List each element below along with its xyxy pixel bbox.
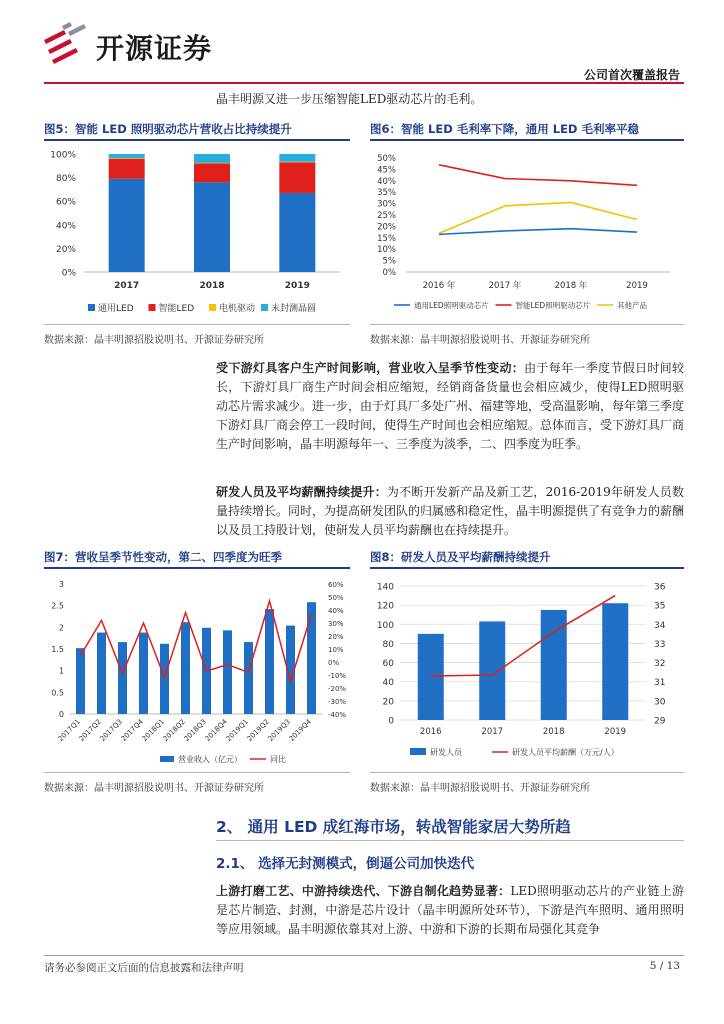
paragraph-rd bbox=[216, 483, 684, 540]
y-right-tick-label: 34 bbox=[654, 620, 666, 631]
fig7-chart bbox=[44, 572, 350, 768]
bar-segment bbox=[194, 163, 230, 164]
y-tick-label: 35% bbox=[377, 188, 396, 199]
legend-label: 通用LED照明驱动芯片 bbox=[414, 301, 489, 310]
y-tick-label: 20% bbox=[55, 244, 76, 255]
paragraph-industry-chain-lead: 上游打磨工艺、中游持续迭代、下游自制化趋势显著： bbox=[216, 884, 511, 898]
revenue-bar bbox=[223, 630, 232, 714]
yoy-line bbox=[81, 601, 312, 682]
header-rule bbox=[44, 82, 684, 84]
y-tick-label: 40% bbox=[55, 221, 76, 232]
bar-segment bbox=[279, 154, 315, 162]
y-tick-label: 15% bbox=[377, 233, 396, 244]
y-left-tick-label: 60 bbox=[382, 659, 394, 670]
legend-label: 未封测晶圆 bbox=[271, 304, 317, 314]
y-right-tick-label: 33 bbox=[654, 639, 666, 650]
paragraph-rd-text: 为不断开发新产品及新工艺，2016-2019年研发人员数量持续增长。同时，为提高研发团队的归属感和稳定性，晶丰明源提供了有竞争力的薪酬以及员工持股计划，使研发人员平均薪酬也在持续提升。 bbox=[216, 485, 685, 537]
fig6-title-rule bbox=[370, 139, 684, 141]
y-tick-label: 50% bbox=[377, 154, 396, 164]
bar-segment bbox=[194, 163, 230, 182]
section-2-rule bbox=[216, 840, 684, 841]
x-tick-label: 2016 bbox=[419, 727, 442, 737]
x-tick-label: 2019 bbox=[604, 727, 627, 737]
revenue-bar bbox=[118, 642, 127, 714]
y-left-tick-label: 40 bbox=[382, 678, 394, 689]
bar-segment bbox=[109, 179, 145, 272]
y-left-tick-label: 120 bbox=[376, 601, 394, 612]
y-left-tick-label: 140 bbox=[376, 582, 394, 593]
y-tick-label: 0% bbox=[382, 268, 396, 278]
y-tick-label: 30% bbox=[377, 199, 396, 210]
y-left-tick-label: 2.5 bbox=[51, 601, 64, 611]
bar-segment bbox=[279, 193, 315, 272]
y-tick-label: 5% bbox=[382, 256, 396, 267]
x-tick-label: 2019Q4 bbox=[287, 717, 313, 744]
x-tick-label: 2019 bbox=[626, 281, 648, 291]
paragraph-industry-chain bbox=[216, 882, 684, 939]
x-tick-label: 2017 bbox=[481, 727, 504, 737]
legend-swatch bbox=[410, 748, 426, 755]
legend-swatch bbox=[88, 304, 95, 311]
fig7-bottom-rule bbox=[44, 772, 350, 773]
legend-swatch bbox=[209, 304, 216, 311]
rd-staff-bar bbox=[479, 621, 505, 720]
paragraph-seasonality bbox=[216, 359, 684, 454]
legend-label: 通用LED bbox=[98, 304, 134, 314]
bar-segment bbox=[109, 158, 145, 159]
fig6-chart bbox=[370, 142, 684, 322]
x-tick-label: 2017 bbox=[114, 281, 140, 291]
revenue-bar bbox=[265, 609, 274, 714]
intro-line: 晶丰明源又进一步压缩智能LED驱动芯片的毛利。 bbox=[216, 92, 483, 106]
legend-label: 智能LED bbox=[158, 304, 195, 314]
x-tick-label: 2017 年 bbox=[488, 281, 522, 291]
x-tick-label: 2018 bbox=[199, 281, 225, 291]
y-right-tick-label: 10% bbox=[328, 646, 344, 654]
y-left-tick-label: 3 bbox=[58, 580, 64, 589]
brand-name: 开源证券 bbox=[96, 32, 213, 65]
y-right-tick-label: -20% bbox=[328, 685, 347, 693]
x-tick-label: 2019 bbox=[284, 281, 310, 291]
page-number: 5 / 13 bbox=[649, 960, 680, 972]
y-tick-label: 100% bbox=[50, 150, 76, 161]
y-tick-label: 20% bbox=[377, 222, 396, 233]
legend-swatch bbox=[261, 304, 268, 311]
y-right-tick-label: 40% bbox=[328, 607, 344, 615]
x-tick-label: 2018Q3 bbox=[182, 717, 208, 744]
paragraph-seasonality-lead: 受下游灯具客户生产时间影响，营业收入呈季节性变动： bbox=[216, 361, 525, 375]
fig6-title: 图6：智能 LED 毛利率下降，通用 LED 毛利率平稳 bbox=[370, 122, 639, 136]
series-line bbox=[439, 229, 637, 235]
x-tick-label: 2018 bbox=[542, 727, 565, 737]
series-line bbox=[439, 202, 637, 233]
y-left-tick-label: 100 bbox=[376, 620, 394, 631]
legend-label: 研发人员 bbox=[430, 748, 462, 757]
x-tick-label: 2019Q1 bbox=[224, 717, 250, 744]
y-left-tick-label: 20 bbox=[382, 697, 394, 708]
y-right-tick-label: 30% bbox=[328, 620, 344, 628]
fig8-title: 图8：研发人员及平均薪酬持续提升 bbox=[370, 550, 551, 564]
legend-swatch bbox=[149, 304, 156, 311]
rd-staff-bar bbox=[602, 603, 628, 720]
y-left-tick-label: 1.5 bbox=[51, 645, 64, 654]
fig7-title-rule bbox=[44, 567, 350, 569]
bar-segment bbox=[109, 154, 145, 158]
fig8-chart bbox=[370, 572, 684, 768]
paragraph-industry-chain-text: LED照明驱动芯片的产业链上游是芯片制造、封测，中游是芯片设计（晶丰明源所处环节），下游是汽车照明、通用照明等应用领域。晶丰明源依靠其对上游、中游和下游的长期布局强化其竞争 bbox=[216, 884, 684, 936]
legend-label: 电机驱动 bbox=[219, 304, 256, 314]
x-tick-label: 2017Q1 bbox=[56, 717, 82, 744]
bar-segment bbox=[194, 154, 230, 163]
x-tick-label: 2017Q3 bbox=[98, 717, 124, 744]
paragraph-seasonality-text: 由于每年一季度节假日时间较长，下游灯具厂商生产时间会相应缩短，经销商备货量也会相应减少，使得LED照明驱动芯片需求减少。进一步，由于灯具厂多处广州、福建等地，受高温影响，每年第三季度下游灯具厂商会停工一段时间，使得生产时间也会相应缩短。总体而言，受下游灯具厂商生产时间影响，晶丰明源每年一、三季度为淡季，二、四季度为旺季。 bbox=[216, 361, 685, 451]
fig5-title-rule bbox=[44, 139, 350, 141]
x-tick-label: 2018Q4 bbox=[203, 717, 229, 744]
y-tick-label: 40% bbox=[377, 176, 396, 187]
fig8-source: 数据来源：晶丰明源招股说明书、开源证券研究所 bbox=[370, 783, 590, 794]
y-right-tick-label: 36 bbox=[654, 582, 666, 593]
y-right-tick-label: -30% bbox=[328, 698, 347, 706]
paragraph-rd-lead: 研发人员及平均薪酬持续提升： bbox=[216, 485, 387, 499]
bar-segment bbox=[109, 159, 145, 179]
x-tick-label: 2018 年 bbox=[554, 281, 588, 291]
y-left-tick-label: 0 bbox=[58, 710, 64, 719]
y-tick-label: 0% bbox=[61, 268, 76, 279]
revenue-bar bbox=[76, 648, 85, 714]
y-right-tick-label: -40% bbox=[328, 711, 347, 719]
y-tick-label: 45% bbox=[377, 165, 396, 176]
y-right-tick-label: 32 bbox=[654, 659, 666, 670]
y-left-tick-label: 2 bbox=[58, 623, 64, 633]
fig7-source: 数据来源：晶丰明源招股说明书、开源证券研究所 bbox=[44, 783, 264, 794]
y-tick-label: 25% bbox=[377, 211, 396, 221]
y-left-tick-label: 80 bbox=[382, 639, 394, 650]
y-right-tick-label: 0% bbox=[328, 659, 340, 667]
x-tick-label: 2017Q4 bbox=[119, 717, 145, 744]
bar-segment bbox=[194, 182, 230, 272]
bar-segment bbox=[279, 162, 315, 163]
fig8-title-rule bbox=[370, 567, 684, 569]
revenue-bar bbox=[139, 633, 148, 714]
x-tick-label: 2019Q2 bbox=[245, 717, 271, 744]
y-tick-label: 60% bbox=[55, 197, 76, 208]
x-tick-label: 2018Q1 bbox=[140, 717, 166, 744]
legend-label: 研发人员平均薪酬（万元/人） bbox=[512, 748, 619, 757]
x-tick-label: 2018Q2 bbox=[161, 717, 187, 744]
y-right-tick-label: 50% bbox=[328, 594, 344, 602]
footer-rule bbox=[44, 955, 684, 956]
section-2-1-title: 2.1、 选择无封测模式，倒逼公司加快迭代 bbox=[216, 856, 475, 872]
x-tick-label: 2017Q2 bbox=[77, 717, 103, 744]
footer-disclaimer: 请务必参阅正文后面的信息披露和法律声明 bbox=[44, 962, 244, 974]
y-right-tick-label: 30 bbox=[654, 697, 666, 708]
rd-staff-bar bbox=[418, 634, 444, 720]
y-right-tick-label: 35 bbox=[654, 601, 666, 612]
y-left-tick-label: 1 bbox=[58, 666, 64, 676]
logo-icon bbox=[40, 22, 88, 66]
y-right-tick-label: 20% bbox=[328, 633, 344, 641]
x-tick-label: 2019Q3 bbox=[266, 717, 292, 744]
avg-salary-line bbox=[431, 596, 616, 676]
fig5-title: 图5：智能 LED 照明驱动芯片营收占比持续提升 bbox=[44, 122, 292, 136]
bar-segment bbox=[279, 162, 315, 193]
fig7-title: 图7：营收呈季节性变动，第二、四季度为旺季 bbox=[44, 550, 282, 564]
y-right-tick-label: -10% bbox=[328, 672, 347, 680]
revenue-bar bbox=[97, 633, 106, 714]
legend-label: 其他产品 bbox=[617, 301, 647, 310]
legend-swatch bbox=[160, 756, 174, 762]
fig5-chart bbox=[44, 142, 350, 322]
legend-label: 同比 bbox=[270, 755, 286, 764]
legend-label: 智能LED照明驱动芯片 bbox=[515, 301, 591, 310]
fig8-bottom-rule bbox=[370, 772, 684, 773]
y-right-tick-label: 60% bbox=[328, 581, 344, 589]
x-tick-label: 2016 年 bbox=[422, 281, 456, 291]
y-left-tick-label: 0 bbox=[388, 716, 394, 727]
y-right-tick-label: 31 bbox=[654, 678, 666, 689]
y-left-tick-label: 0.5 bbox=[51, 688, 64, 698]
legend-label: 营业收入（亿元） bbox=[178, 755, 242, 764]
y-tick-label: 10% bbox=[377, 245, 396, 256]
y-right-tick-label: 29 bbox=[654, 716, 666, 727]
fig5-bottom-rule bbox=[44, 324, 350, 325]
revenue-bar bbox=[307, 602, 316, 714]
fig6-source: 数据来源：晶丰明源招股说明书、开源证券研究所 bbox=[370, 335, 590, 346]
fig6-bottom-rule bbox=[370, 324, 684, 325]
series-line bbox=[439, 165, 637, 186]
report-type-label: 公司首次覆盖报告 bbox=[583, 68, 680, 82]
y-tick-label: 80% bbox=[55, 174, 76, 185]
section-2-title: 2、 通用 LED 成红海市场，转战智能家居大势所趋 bbox=[216, 818, 571, 836]
revenue-bar bbox=[181, 622, 190, 714]
revenue-bar bbox=[244, 642, 253, 714]
fig5-source: 数据来源：晶丰明源招股说明书、开源证券研究所 bbox=[44, 335, 264, 346]
